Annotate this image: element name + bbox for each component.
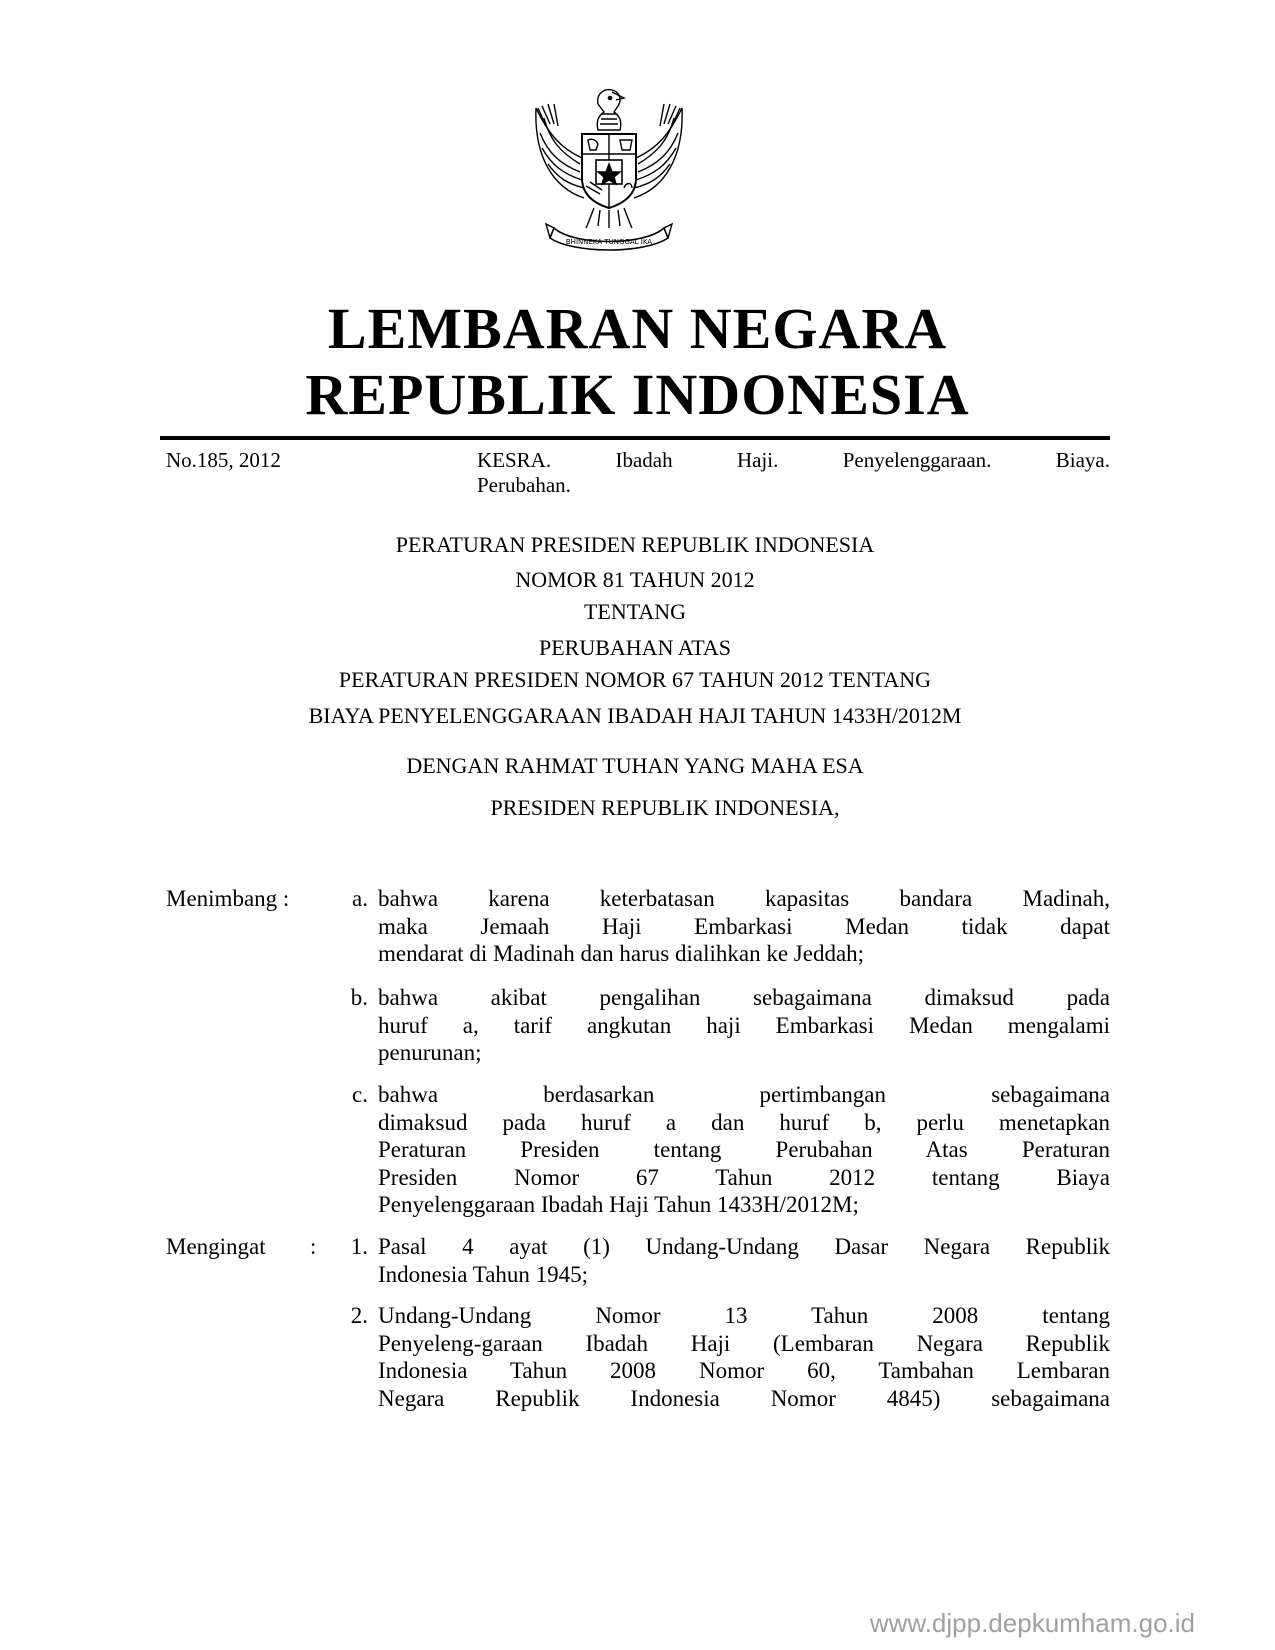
regulation-title-line: NOMOR 81 TAHUN 2012 — [515, 567, 755, 592]
text-line: penurunan; — [378, 1040, 482, 1065]
item-marker: 2. — [350, 1303, 368, 1328]
item-marker: c. — [352, 1082, 368, 1107]
text-line: bahwa karena keterbatasan kapasitas bandara Madinah, — [378, 886, 1110, 911]
item-marker: b. — [350, 985, 368, 1010]
menimbang-item-c — [378, 1081, 1110, 1219]
masthead-title-line2: REPUBLIK INDONESIA — [305, 362, 970, 427]
regulation-title-line: PERATURAN PRESIDEN REPUBLIK INDONESIA — [395, 532, 875, 557]
masthead-divider — [160, 436, 1110, 440]
mengingat-label: Mengingat — [166, 1234, 266, 1259]
text-line: Undang-Undang Nomor 13 Tahun 2008 tentang — [378, 1303, 1110, 1328]
mengingat-item-2 — [378, 1302, 1110, 1412]
text-line: mendarat di Madinah dan harus dialihkan ke Jeddah; — [378, 941, 865, 966]
text-line: bahwa akibat pengalihan sebagaimana dimaksud pada — [378, 985, 1110, 1010]
text-line: Peraturan Presiden tentang Perubahan Atas Peraturan — [378, 1137, 1110, 1162]
text-line: Penyelenggaraan Ibadah Haji Tahun 1433H/2012M; — [378, 1192, 859, 1217]
mengingat-colon: : — [310, 1234, 317, 1259]
text-line: huruf a, tarif angkutan haji Embarkasi Medan mengalami — [378, 1012, 1110, 1038]
text-line: bahwa berdasarkan pertimbangan sebagaimana — [378, 1082, 1110, 1107]
gazette-keywords-line2: Perubahan. — [477, 473, 571, 497]
opening-authority: PRESIDEN REPUBLIK INDONESIA, — [490, 795, 840, 820]
regulation-title-line: PERUBAHAN ATAS — [539, 635, 731, 660]
text-line: Indonesia Tahun 1945; — [378, 1261, 589, 1287]
item-marker: a. — [352, 886, 368, 911]
masthead-title-line1: LEMBARAN NEGARA — [327, 296, 948, 361]
menimbang-item-a — [378, 885, 1110, 968]
regulation-title-line: TENTANG — [583, 599, 687, 624]
text-line: Indonesia Tahun 2008 Nomor 60, Tambahan Lembaran — [378, 1358, 1110, 1383]
gazette-number: No.185, 2012 — [166, 448, 281, 472]
garuda-emblem — [524, 78, 694, 258]
text-line: Penyeleng-garaan Ibadah Haji (Lembaran Negara Republik — [378, 1330, 1110, 1356]
svg-text:BHINNEKA TUNGGAL IKA: BHINNEKA TUNGGAL IKA — [565, 238, 653, 246]
text-line: dimaksud pada huruf a dan huruf b, perlu menetapkan — [378, 1109, 1110, 1135]
text-line: Presiden Nomor 67 Tahun 2012 tentang Biaya — [378, 1164, 1110, 1190]
text-line: maka Jemaah Haji Embarkasi Medan tidak dapat — [378, 913, 1110, 939]
text-line: Negara Republik Indonesia Nomor 4845) sebagaimana — [378, 1385, 1110, 1411]
menimbang-item-b — [378, 984, 1110, 1067]
text-line: Pasal 4 ayat (1) Undang-Undang Dasar Negara Republik — [378, 1234, 1110, 1259]
source-watermark-link[interactable]: www.djpp.depkumham.go.id — [869, 1608, 1195, 1638]
regulation-title-line: PERATURAN PRESIDEN NOMOR 67 TAHUN 2012 TENTANG — [338, 667, 932, 692]
regulation-title-line: BIAYA PENYELENGGARAAN IBADAH HAJI TAHUN 1433H/2012M — [308, 703, 962, 728]
gazette-keywords-line1: KESRA. Ibadah Haji. Penyelenggaraan. Biaya. — [477, 448, 1110, 472]
item-marker: 1. — [350, 1234, 368, 1259]
menimbang-label: Menimbang : — [166, 886, 290, 911]
opening-phrase: DENGAN RAHMAT TUHAN YANG MAHA ESA — [406, 753, 864, 778]
mengingat-item-1 — [378, 1233, 1110, 1288]
